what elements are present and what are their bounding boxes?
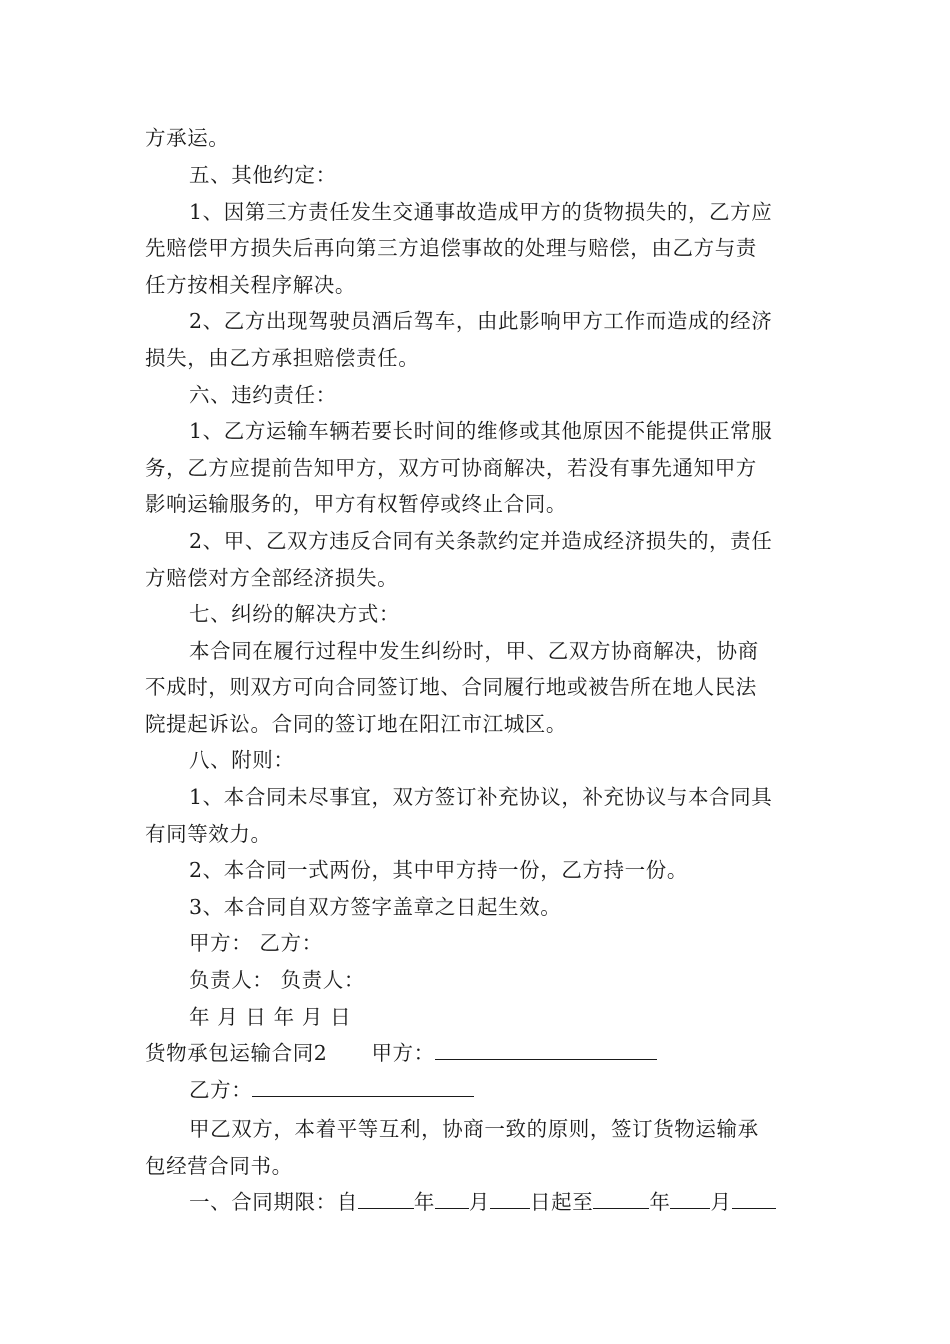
term-blank	[358, 1184, 414, 1209]
contract2-header-line	[145, 1035, 815, 1072]
text-line: 方承运。	[145, 126, 230, 150]
section-heading-8: 八、附则：	[189, 748, 295, 772]
signature-parties: 甲方： 乙方：	[189, 931, 323, 955]
text-line: 包经营合同书。	[145, 1154, 293, 1178]
text-line: 任方按相关程序解决。	[145, 273, 356, 297]
party-b-blank	[252, 1072, 474, 1097]
term-year-2: 年	[649, 1190, 671, 1214]
text-line: 2、本合同一式两份，其中甲方持一份，乙方持一份。	[189, 858, 688, 882]
section-heading-7: 七、纠纷的解决方式：	[189, 602, 400, 626]
text-line: 2、乙方出现驾驶员酒后驾车，由此影响甲方工作而造成的经济	[189, 309, 773, 333]
term-month-2: 月	[710, 1190, 732, 1214]
party-b-label: 乙方：	[189, 1078, 253, 1102]
term-blank	[490, 1184, 530, 1209]
text-line: 1、因第三方责任发生交通事故造成甲方的货物损失的，乙方应	[189, 200, 773, 224]
text-line: 甲乙双方，本着平等互利，协商一致的原则，签订货物运输承	[189, 1117, 759, 1141]
term-day-to: 日起至	[530, 1190, 594, 1214]
text-line: 先赔偿甲方损失后再向第三方追偿事故的处理与赔偿，由乙方与责	[145, 236, 757, 260]
text-line: 有同等效力。	[145, 822, 272, 846]
text-line: 1、本合同未尽事宜，双方签订补充协议，补充协议与本合同具	[189, 785, 773, 809]
text-line: 方赔偿对方全部经济损失。	[145, 566, 399, 590]
term-month-1: 月	[468, 1190, 491, 1214]
contract-term-line	[189, 1184, 815, 1221]
party-b-line	[189, 1072, 815, 1109]
signature-dates: 年 月 日 年 月 日	[189, 1005, 352, 1029]
party-a-blank	[435, 1035, 657, 1060]
term-blank	[732, 1184, 776, 1209]
text-line: 不成时，则双方可向合同签订地、合同履行地或被告所在地人民法	[145, 675, 757, 699]
text-line: 损失，由乙方承担赔偿责任。	[145, 346, 420, 370]
text-line: 院提起诉讼。合同的签订地在阳江市江城区。	[145, 712, 567, 736]
term-year-1: 年	[413, 1190, 435, 1214]
text-line: 2、甲、乙双方违反合同有关条款约定并造成经济损失的，责任	[189, 529, 773, 553]
text-line: 本合同在履行过程中发生纠纷时，甲、乙双方协商解决，协商	[189, 639, 759, 663]
section-heading-5: 五、其他约定：	[189, 163, 337, 187]
text-line: 3、本合同自双方签字盖章之日起生效。	[189, 895, 562, 919]
term-prefix: 一、合同期限：自	[189, 1190, 358, 1214]
term-blank	[670, 1184, 710, 1209]
text-line: 影响运输服务的，甲方有权暂停或终止合同。	[145, 492, 567, 516]
contract2-title: 货物承包运输合同2	[145, 1041, 328, 1065]
signature-persons: 负责人： 负责人：	[189, 968, 365, 992]
term-blank	[593, 1184, 649, 1209]
text-line: 务，乙方应提前告知甲方，双方可协商解决，若没有事先通知甲方	[145, 456, 757, 480]
term-blank	[435, 1184, 469, 1209]
text-line: 1、乙方运输车辆若要长时间的维修或其他原因不能提供正常服	[189, 419, 773, 443]
party-a-label: 甲方：	[371, 1041, 435, 1065]
section-heading-6: 六、违约责任：	[189, 383, 337, 407]
